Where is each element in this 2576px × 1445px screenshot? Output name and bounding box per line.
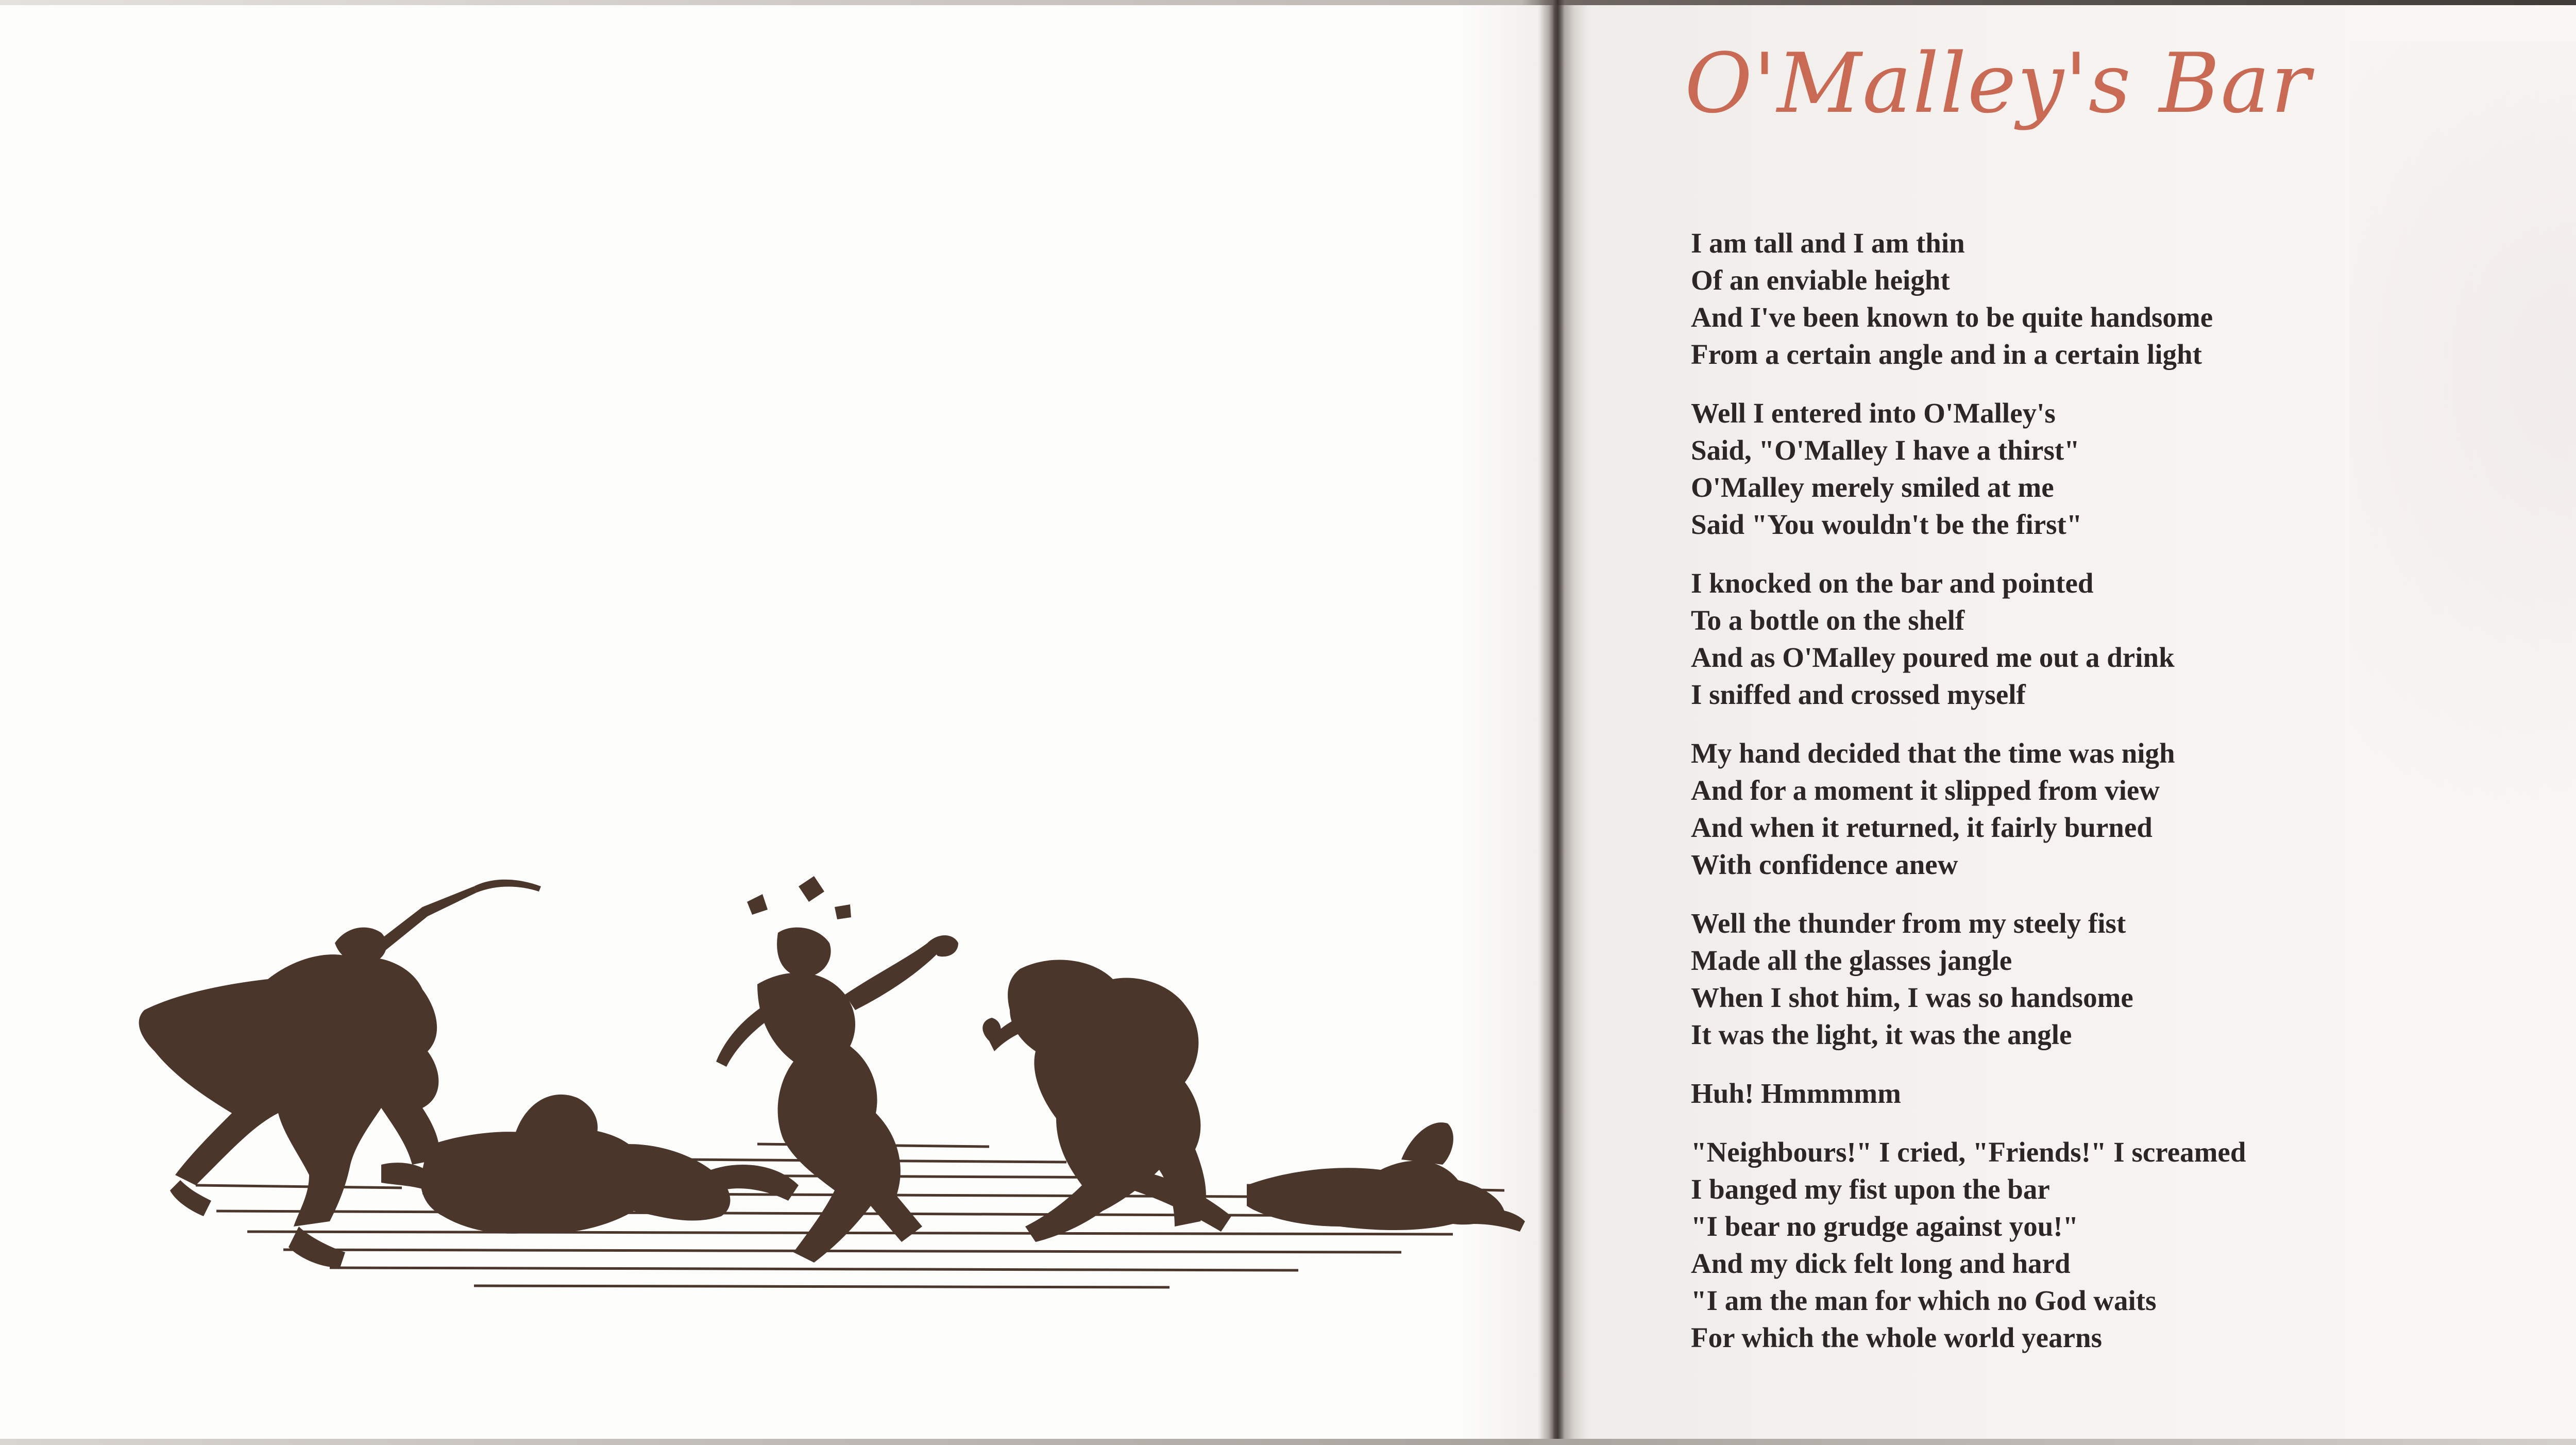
page-top-edge (0, 0, 2576, 5)
figure-recoiling-man (716, 876, 958, 1263)
poem-line: Well I entered into O'Malley's (1691, 397, 2056, 429)
stanza (1691, 1075, 2361, 1112)
poem-line: Of an enviable height (1691, 264, 1950, 296)
poem-line: And as O'Malley poured me out a drink (1691, 642, 2175, 673)
poem-line: "Neighbours!" I cried, "Friends!" I screamed (1691, 1136, 2246, 1168)
song-title: O'Malley's Bar (1685, 35, 2312, 131)
poem-line: It was the light, it was the angle (1691, 1019, 2072, 1050)
stanza (1691, 735, 2361, 883)
stanza (1691, 1134, 2361, 1356)
poem-line: Well the thunder from my steely fist (1691, 908, 2126, 939)
poem-line: "I am the man for which no God waits (1691, 1285, 2157, 1316)
poem-line: And I've been known to be quite handsome (1691, 301, 2213, 333)
poem-line: And my dick felt long and hard (1691, 1248, 2071, 1279)
poem-line: I banged my fist upon the bar (1691, 1173, 2050, 1205)
poem-line: I knocked on the bar and pointed (1691, 567, 2094, 599)
poem-line: I sniffed and crossed myself (1691, 679, 2026, 710)
poem-line: To a bottle on the shelf (1691, 604, 1965, 636)
poem-line: Huh! Hmmmmm (1691, 1078, 1901, 1109)
stanza (1691, 905, 2361, 1053)
poem-line: When I shot him, I was so handsome (1691, 982, 2133, 1013)
brawl-silhouette-illustration (113, 855, 1546, 1319)
stanza (1691, 395, 2361, 543)
figure-lying-man (1247, 1122, 1525, 1232)
poem-line: From a certain angle and in a certain light (1691, 339, 2202, 370)
poem-line: My hand decided that the time was nigh (1691, 737, 2175, 769)
poem-line: Said "You wouldn't be the first" (1691, 509, 2082, 540)
poem-line: And for a moment it slipped from view (1691, 775, 2160, 806)
poem-line: Said, "O'Malley I have a thirst" (1691, 434, 2080, 466)
stanza (1691, 225, 2361, 373)
poem-line: Made all the glasses jangle (1691, 945, 2012, 976)
show-through-shadow (2349, 41, 2576, 866)
poem-line: I am tall and I am thin (1691, 227, 1965, 259)
poem-line: "I bear no grudge against you!" (1691, 1211, 2079, 1242)
poem-line: And when it returned, it fairly burned (1691, 812, 2153, 843)
poem-line: For which the whole world yearns (1691, 1322, 2102, 1353)
poem-line: With confidence anew (1691, 849, 1958, 880)
poem-body (1691, 225, 2361, 1378)
figure-kicking-man (982, 960, 1231, 1242)
stanza (1691, 565, 2361, 713)
poem-line: O'Malley merely smiled at me (1691, 472, 2054, 503)
page-bottom-edge (0, 1439, 2576, 1445)
